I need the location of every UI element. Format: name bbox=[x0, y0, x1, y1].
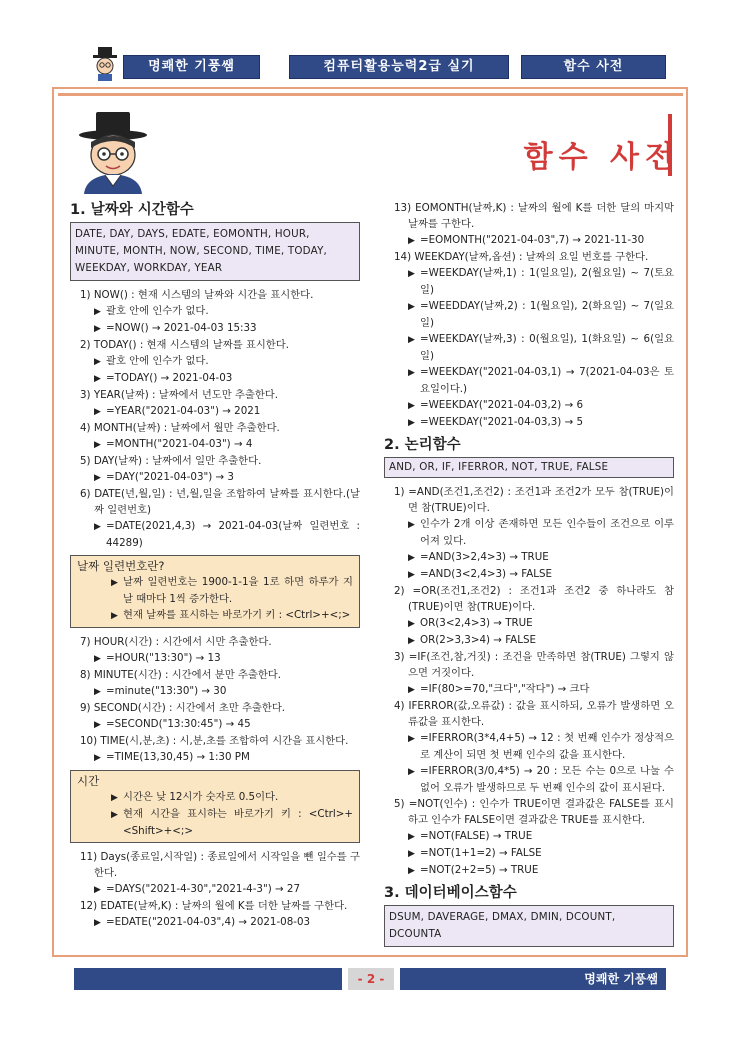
note-serial-item: ▶ 현재 날짜를 표시하는 바로가기 키 : <Ctrl>+<;> bbox=[99, 607, 353, 624]
note-time-item: ▶ 현재 시간을 표시하는 바로가기 키 : <Ctrl>+<Shift>+<;> bbox=[99, 806, 353, 839]
section-2-items bbox=[384, 484, 674, 879]
function-item: 9) SECOND(시간) : 시간에서 초만 추출한다. bbox=[80, 702, 286, 714]
footer-author: 명쾌한 기풍쌤 bbox=[400, 968, 666, 990]
function-item: 7) HOUR(시간) : 시간에서 시만 추출한다. bbox=[80, 636, 272, 648]
function-item: 8) MINUTE(시간) : 시간에서 분만 추출한다. bbox=[80, 669, 282, 681]
function-item: 4) IFERROR(값,오류값) : 값을 표시하되, 오류가 발생하면 오류값을 표시한다. bbox=[394, 700, 674, 728]
left-column bbox=[70, 200, 360, 931]
function-item: 5) DAY(날짜) : 날짜에서 일만 추출한다. bbox=[80, 455, 262, 467]
function-example: ▶ =WEEKDAY(날짜,3) : 0(월요일), 1(화요일) ~ 6(일요일) bbox=[396, 331, 674, 364]
function-item: 1) =AND(조건1,조건2) : 조건1과 조건2가 모두 참(TRUE)이면 참(TRUE)이다. bbox=[394, 486, 674, 514]
function-example: ▶ =HOUR("13:30") → 13 bbox=[82, 650, 360, 667]
function-example: ▶ =minute("13:30") → 30 bbox=[82, 683, 360, 700]
note-time-title: 시간 bbox=[77, 774, 100, 788]
note-time-item: ▶ 시간은 낮 12시가 숫자로 0.5이다. bbox=[99, 789, 353, 806]
function-example: ▶ OR(3<2,4>3) → TRUE bbox=[396, 615, 674, 632]
footer-page-number: - 2 - bbox=[348, 968, 394, 990]
section-1-items-c bbox=[70, 849, 360, 931]
function-example: ▶ =AND(3>2,4>3) → TRUE bbox=[396, 549, 674, 566]
function-item: 5) =NOT(인수) : 인수가 TRUE이면 결과값은 FALSE를 표시하고 인수가 FALSE이면 결과값은 TRUE를 표시한다. bbox=[394, 798, 674, 826]
frame-top-rule bbox=[58, 93, 683, 96]
function-example: ▶ 괄호 안에 인수가 없다. bbox=[82, 303, 360, 320]
note-serial-title: 날짜 일련번호란? bbox=[77, 559, 165, 573]
function-item: 13) EOMONTH(날짜,K) : 날짜의 월에 K를 더한 달의 마지막 날짜를 구한다. bbox=[394, 202, 674, 230]
function-item: 10) TIME(시,분,초) : 시,분,초를 조합하여 시간을 표시한다. bbox=[80, 735, 349, 747]
function-item: 2) =OR(조건1,조건2) : 조건1과 조건2 중 하나라도 참(TRUE)이면 참(TRUE)이다. bbox=[394, 585, 674, 613]
section-1-title: 1. 날짜와 시간함수 bbox=[70, 202, 194, 218]
header-course-tab: 컴퓨터활용능력2급 실기 bbox=[289, 55, 509, 79]
function-example: ▶ =IFERROR(3*4,4+5) → 12 : 첫 번째 인수가 정상적으로 계산이 되면 첫 번째 인수의 값을 표시한다. bbox=[396, 730, 674, 763]
teacher-avatar-icon bbox=[74, 112, 154, 194]
function-item: 6) DATE(년,월,일) : 년,월,일을 조합하여 날짜를 표시한다.(날짜 일련번호) bbox=[80, 488, 360, 516]
function-item: 3) YEAR(날짜) : 날짜에서 년도만 추출한다. bbox=[80, 389, 279, 401]
function-example: ▶ =TODAY() → 2021-04-03 bbox=[82, 370, 360, 387]
function-item: 2) TODAY() : 현재 시스템의 날짜를 표시한다. bbox=[80, 339, 289, 351]
function-example: ▶ =NOT(2+2=5) → TRUE bbox=[396, 862, 674, 879]
function-example: ▶ =YEAR("2021-04-03") → 2021 bbox=[82, 403, 360, 420]
function-example: ▶ =WEEKDAY("2021-04-03,2) → 6 bbox=[396, 397, 674, 414]
function-item: 12) EDATE(날짜,K) : 날짜의 월에 K를 더한 날짜를 구한다. bbox=[80, 900, 348, 912]
section-2-keywords: AND, OR, IF, IFERROR, NOT, TRUE, FALSE bbox=[384, 457, 674, 478]
function-example: ▶ 인수가 2개 이상 존재하면 모든 인수들이 조건으로 이루어져 있다. bbox=[396, 516, 674, 549]
header-author-tab: 명쾌한 기풍쌤 bbox=[123, 55, 260, 79]
function-example: ▶ =IF(80>=70,"크다","작다") → 크다 bbox=[396, 681, 674, 698]
section-3-keywords: DSUM, DAVERAGE, DMAX, DMIN, DCOUNT, DCOUNTA bbox=[384, 905, 674, 947]
note-time bbox=[70, 770, 360, 843]
page-title: 함수 사전 bbox=[523, 140, 680, 175]
header-topic-tab: 함수 사전 bbox=[521, 55, 666, 79]
footer-bar-left bbox=[74, 968, 342, 990]
function-example: ▶ =NOT(FALSE) → TRUE bbox=[396, 828, 674, 845]
function-example: ▶ =WEEKDAY("2021-04-03,1) → 7(2021-04-03은 토요일이다.) bbox=[396, 364, 674, 397]
right-column bbox=[384, 200, 674, 953]
function-example: ▶ =AND(3<2,4>3) → FALSE bbox=[396, 566, 674, 583]
function-example: ▶ =TIME(13,30,45) → 1:30 PM bbox=[82, 749, 360, 766]
section-1-items-a bbox=[70, 287, 360, 551]
function-example: ▶ 괄호 안에 인수가 없다. bbox=[82, 353, 360, 370]
function-item: 11) Days(종료일,시작일) : 종료일에서 시작일을 뺀 일수를 구한다. bbox=[80, 851, 360, 879]
mascot-head-icon bbox=[92, 47, 118, 81]
section-1-keywords: DATE, DAY, DAYS, EDATE, EOMONTH, HOUR, MINUTE, MONTH, NOW, SECOND, TIME, TODAY, WEEKDAY, WORKDAY, YEAR bbox=[70, 222, 360, 281]
function-example: ▶ =EDATE("2021-04-03",4) → 2021-08-03 bbox=[82, 914, 360, 931]
function-example: ▶ =IFERROR(3/0,4*5) → 20 : 모든 수는 0으로 나눌 수 없어 오류가 발생하므로 두 번째 인수의 값이 표시된다. bbox=[396, 763, 674, 796]
function-example: ▶ =WEEKDAY("2021-04-03,3) → 5 bbox=[396, 414, 674, 431]
function-item: 1) NOW() : 현재 시스템의 날짜와 시간을 표시한다. bbox=[80, 289, 314, 301]
note-serial-item: ▶ 날짜 일련번호는 1900-1-1을 1로 하면 하루가 지날 때마다 1씩 증가한다. bbox=[99, 574, 353, 607]
function-example: ▶ =DATE(2021,4,3) → 2021-04-03(날짜 일련번호 : 44289) bbox=[82, 518, 360, 551]
note-serial-number bbox=[70, 555, 360, 628]
section-3-title: 3. 데이터베이스함수 bbox=[384, 885, 517, 901]
function-example: ▶ =MONTH("2021-04-03") → 4 bbox=[82, 436, 360, 453]
function-example: ▶ =NOT(1+1=2) → FALSE bbox=[396, 845, 674, 862]
function-example: ▶ =SECOND("13:30:45") → 45 bbox=[82, 716, 360, 733]
section-2-title: 2. 논리함수 bbox=[384, 437, 461, 453]
section-1-items-d bbox=[384, 200, 674, 431]
function-example: ▶ =WEEKDAY(날짜,1) : 1(일요일), 2(월요일) ~ 7(토요일) bbox=[396, 265, 674, 298]
function-item: 14) WEEKDAY(날짜,옵션) : 날짜의 요일 번호를 구한다. bbox=[394, 251, 649, 263]
function-item: 4) MONTH(날짜) : 날짜에서 월만 추출한다. bbox=[80, 422, 280, 434]
section-1-items-b bbox=[70, 634, 360, 766]
function-example: ▶ =DAYS("2021-4-30","2021-4-3") → 27 bbox=[82, 881, 360, 898]
function-item: 3) =IF(조건,참,거짓) : 조건을 만족하면 참(TRUE) 그렇지 않으면 거짓이다. bbox=[394, 651, 674, 679]
function-example: ▶ =WEEDDAY(날짜,2) : 1(월요일), 2(화요일) ~ 7(일요일) bbox=[396, 298, 674, 331]
function-example: ▶ =NOW() → 2021-04-03 15:33 bbox=[82, 320, 360, 337]
function-example: ▶ =DAY("2021-04-03") → 3 bbox=[82, 469, 360, 486]
function-example: ▶ OR(2>3,3>4) → FALSE bbox=[396, 632, 674, 649]
function-example: ▶ =EOMONTH("2021-04-03",7) → 2021-11-30 bbox=[396, 232, 674, 249]
